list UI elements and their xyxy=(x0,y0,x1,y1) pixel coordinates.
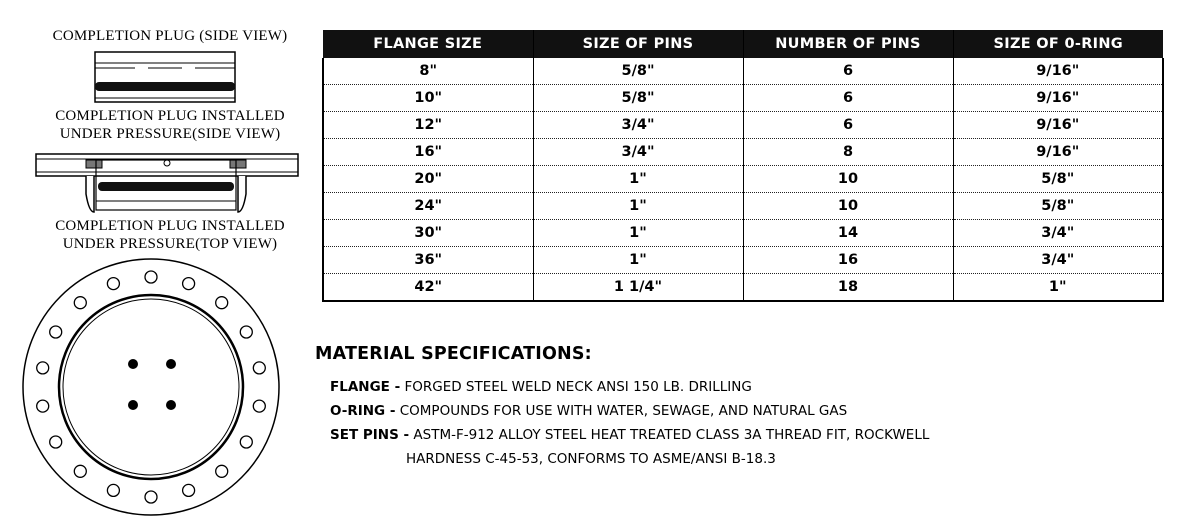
caption-installed-side-view xyxy=(0,107,340,143)
table-cell: 12" xyxy=(323,112,533,139)
table-cell: 14 xyxy=(743,220,953,247)
flange-spec-table xyxy=(322,30,1164,302)
bolt-hole xyxy=(50,326,62,338)
spec-set-pins-text-line1: ASTM-F-912 ALLOY STEEL HEAT TREATED CLASS 3A THREAD FIT, ROCKWELL xyxy=(413,427,930,443)
table-cell: 24" xyxy=(323,193,533,220)
header-size-of-pins: SIZE OF PINS xyxy=(533,30,743,58)
table-cell: 9/16" xyxy=(953,58,1163,85)
table-cell: 3/4" xyxy=(953,247,1163,274)
table-cell: 5/8" xyxy=(533,85,743,112)
bolt-hole xyxy=(107,484,119,496)
plug-side-view-drawing xyxy=(90,48,240,106)
table-cell: 5/8" xyxy=(953,166,1163,193)
table-cell: 1" xyxy=(953,274,1163,302)
bolt-hole xyxy=(240,326,252,338)
caption-installed-top-line2: UNDER PRESSURE(TOP VIEW) xyxy=(62,236,278,252)
table-cell: 6 xyxy=(743,58,953,85)
table-cell: 3/4" xyxy=(533,139,743,166)
bolt-hole xyxy=(240,436,252,448)
spec-flange-text: FORGED STEEL WELD NECK ANSI 150 LB. DRILLING xyxy=(404,379,752,395)
bolt-hole xyxy=(74,297,86,309)
bolt-hole xyxy=(183,484,195,496)
table-cell: 1" xyxy=(533,166,743,193)
table-cell: 1" xyxy=(533,220,743,247)
bolt-hole xyxy=(253,362,265,374)
table-cell: 42" xyxy=(323,274,533,302)
bolt-hole xyxy=(74,465,86,477)
bolt-hole xyxy=(37,362,49,374)
table-cell: 10" xyxy=(323,85,533,112)
bolt-hole xyxy=(216,297,228,309)
table-cell: 18 xyxy=(743,274,953,302)
header-flange-size: FLANGE SIZE xyxy=(323,30,533,58)
bolt-hole xyxy=(145,491,157,503)
spec-set-pins xyxy=(330,427,929,443)
table-row xyxy=(323,85,1163,112)
table-cell: 5/8" xyxy=(533,58,743,85)
table-row xyxy=(323,166,1163,193)
table-cell: 1" xyxy=(533,193,743,220)
spec-oring-text: COMPOUNDS FOR USE WITH WATER, SEWAGE, AND NATURAL GAS xyxy=(399,403,848,419)
caption-installed-side-line2: UNDER PRESSURE(SIDE VIEW) xyxy=(59,126,281,142)
bolt-hole xyxy=(37,400,49,412)
table-cell: 30" xyxy=(323,220,533,247)
spec-set-pins-line2: HARDNESS C-45-53, CONFORMS TO ASME/ANSI B-18.3 xyxy=(406,451,776,467)
material-specifications-title: MATERIAL SPECIFICATIONS: xyxy=(315,344,592,364)
plug-installed-side-view-drawing xyxy=(34,146,300,216)
table-header-row xyxy=(323,30,1163,58)
table-cell: 9/16" xyxy=(953,85,1163,112)
table-cell: 3/4" xyxy=(953,220,1163,247)
bolt-hole xyxy=(183,278,195,290)
bolt-hole xyxy=(50,436,62,448)
table-cell: 16 xyxy=(743,247,953,274)
table-cell: 10 xyxy=(743,193,953,220)
spec-oring-label: O-RING - xyxy=(330,403,396,419)
caption-installed-side-line1: COMPLETION PLUG INSTALLED xyxy=(55,108,285,124)
table-cell: 1 1/4" xyxy=(533,274,743,302)
header-size-of-oring: SIZE OF 0-RING xyxy=(953,30,1163,58)
bolt-hole xyxy=(145,271,157,283)
table-cell: 6 xyxy=(743,112,953,139)
table-row xyxy=(323,58,1163,85)
table-row xyxy=(323,274,1163,302)
bolt-hole xyxy=(216,465,228,477)
table-cell: 20" xyxy=(323,166,533,193)
plug-top-view-drawing xyxy=(20,256,282,518)
table-row xyxy=(323,139,1163,166)
table-cell: 5/8" xyxy=(953,193,1163,220)
table-row xyxy=(323,247,1163,274)
table-cell: 1" xyxy=(533,247,743,274)
table-cell: 6 xyxy=(743,85,953,112)
bolt-hole xyxy=(253,400,265,412)
table-cell: 16" xyxy=(323,139,533,166)
table-cell: 8 xyxy=(743,139,953,166)
caption-side-view: COMPLETION PLUG (SIDE VIEW) xyxy=(52,28,288,44)
caption-installed-top-view xyxy=(0,217,340,253)
spec-oring xyxy=(330,403,847,419)
table-cell: 36" xyxy=(323,247,533,274)
caption-installed-top-line1: COMPLETION PLUG INSTALLED xyxy=(55,218,285,234)
table-cell: 9/16" xyxy=(953,112,1163,139)
table-cell: 8" xyxy=(323,58,533,85)
table-cell: 10 xyxy=(743,166,953,193)
spec-set-pins-label: SET PINS - xyxy=(330,427,410,443)
table-row xyxy=(323,220,1163,247)
table-cell: 3/4" xyxy=(533,112,743,139)
table-row xyxy=(323,193,1163,220)
header-number-of-pins: NUMBER OF PINS xyxy=(743,30,953,58)
spec-flange xyxy=(330,379,752,395)
table-cell: 9/16" xyxy=(953,139,1163,166)
spec-flange-label: FLANGE - xyxy=(330,379,401,395)
bolt-hole xyxy=(107,278,119,290)
table-row xyxy=(323,112,1163,139)
